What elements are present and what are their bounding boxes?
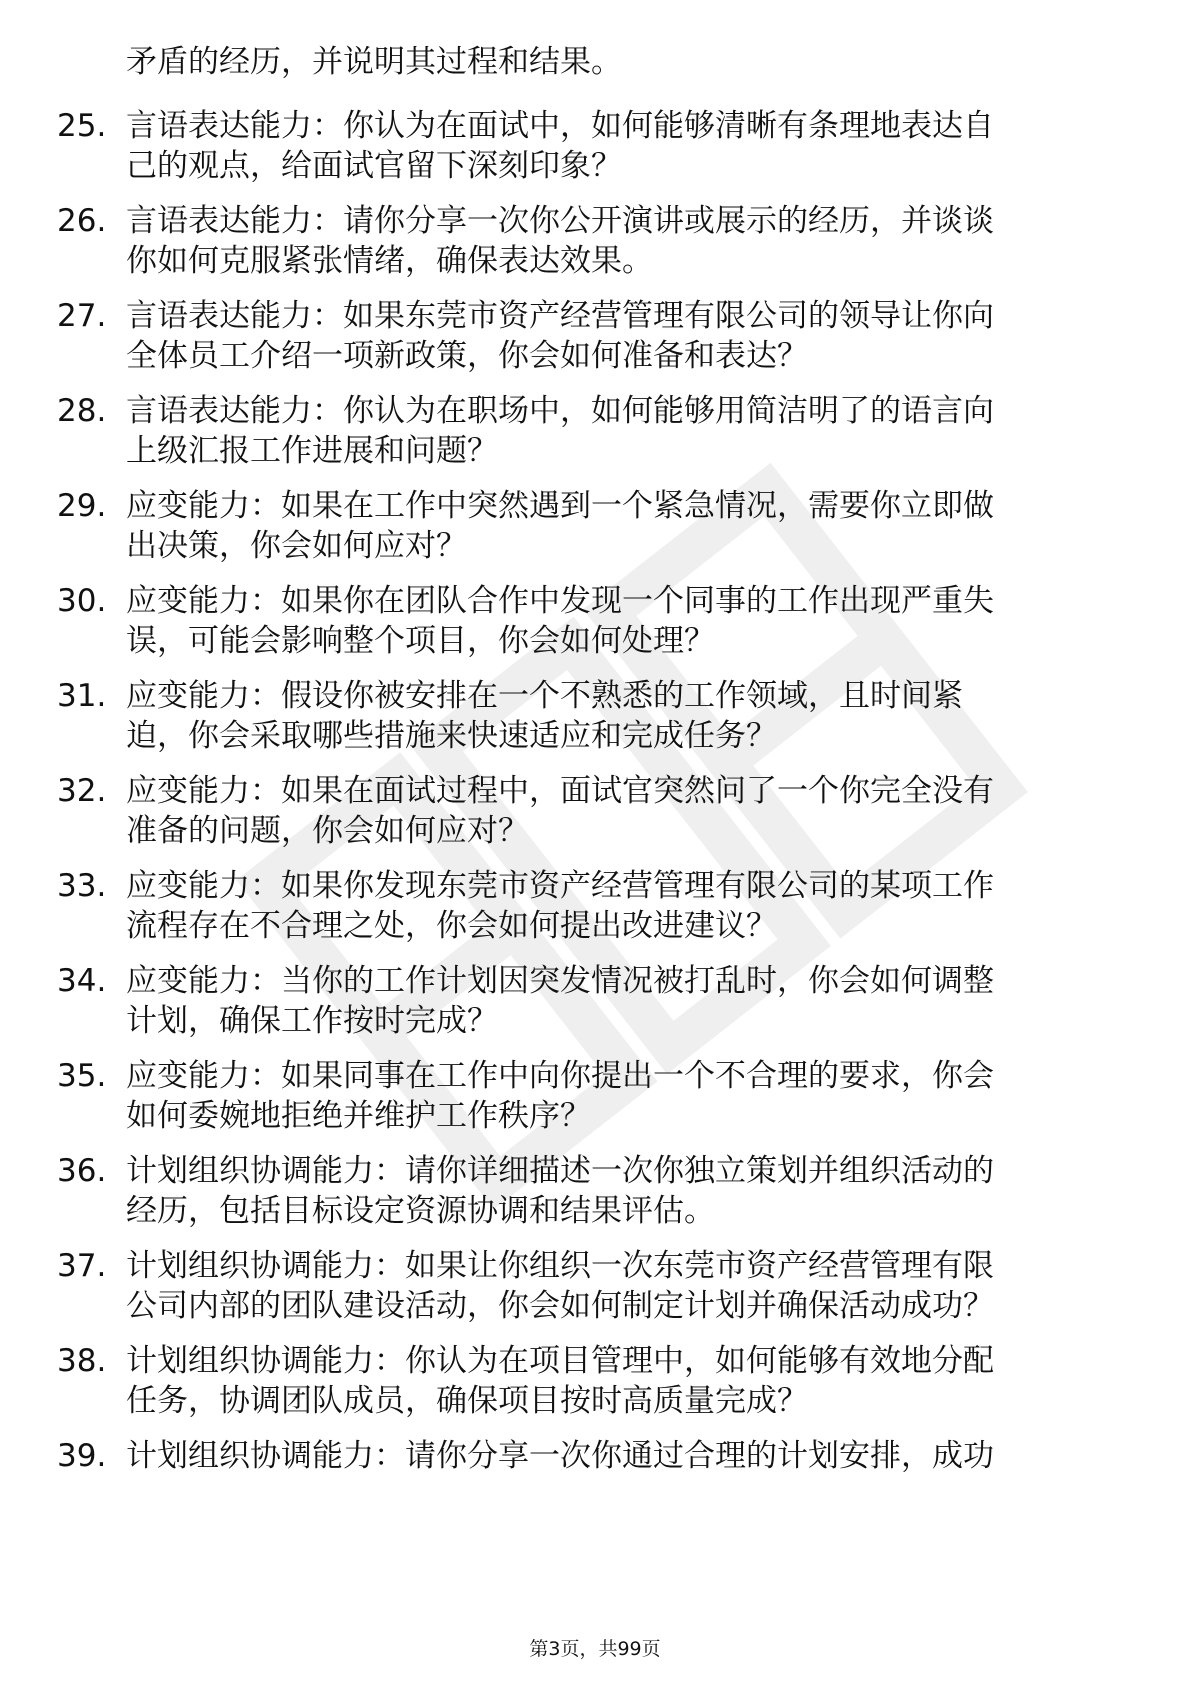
question-number: 26. xyxy=(57,203,107,239)
question-text: 误，可能会影响整个项目，你会如何处理？ xyxy=(126,623,715,659)
question-text: 应变能力：如果在工作中突然遇到一个紧急情况，需要你立即做 xyxy=(126,488,994,524)
question-text: 言语表达能力：你认为在职场中，如何能够用简洁明了的语言向 xyxy=(126,393,994,429)
question-number: 38. xyxy=(57,1343,107,1379)
question-number: 30. xyxy=(57,583,107,619)
question-text: 流程存在不合理之处，你会如何提出改进建议？ xyxy=(126,908,777,944)
question-text: 你如何克服紧张情绪，确保表达效果。 xyxy=(126,243,653,279)
question-text: 计划组织协调能力：如果让你组织一次东莞市资产经营管理有限 xyxy=(126,1248,994,1284)
question-text: 经历，包括目标设定资源协调和结果评估。 xyxy=(126,1193,715,1229)
question-number: 33. xyxy=(57,868,107,904)
question-number: 27. xyxy=(57,298,107,334)
question-text: 迫，你会采取哪些措施来快速适应和完成任务？ xyxy=(126,718,777,754)
page-footer: 第3页，共99页 xyxy=(529,1638,661,1660)
question-text: 应变能力：假设你被安排在一个不熟悉的工作领域，且时间紧 xyxy=(126,678,963,714)
question-number: 36. xyxy=(57,1153,107,1189)
question-text: 言语表达能力：请你分享一次你公开演讲或展示的经历，并谈谈 xyxy=(126,203,994,239)
question-number: 32. xyxy=(57,773,107,809)
question-number: 39. xyxy=(57,1438,107,1474)
continuation-text: 矛盾的经历，并说明其过程和结果。 xyxy=(126,44,622,80)
question-number: 25. xyxy=(57,108,107,144)
question-text: 任务，协调团队成员，确保项目按时高质量完成？ xyxy=(126,1383,808,1419)
question-text: 准备的问题，你会如何应对？ xyxy=(126,813,529,849)
question-text: 计划，确保工作按时完成？ xyxy=(126,1003,498,1039)
question-text: 应变能力：如果你在团队合作中发现一个同事的工作出现严重失 xyxy=(126,583,994,619)
question-text: 应变能力：当你的工作计划因突发情况被打乱时，你会如何调整 xyxy=(126,963,994,999)
question-text: 计划组织协调能力：请你分享一次你通过合理的计划安排，成功 xyxy=(126,1438,994,1474)
question-text: 言语表达能力：你认为在面试中，如何能够清晰有条理地表达自 xyxy=(126,108,994,144)
question-text: 全体员工介绍一项新政策，你会如何准备和表达？ xyxy=(126,338,808,374)
question-text: 上级汇报工作进展和问题？ xyxy=(126,433,498,469)
question-text: 应变能力：如果你发现东莞市资产经营管理有限公司的某项工作 xyxy=(126,868,994,904)
question-text: 己的观点，给面试官留下深刻印象？ xyxy=(126,148,622,184)
question-text: 如何委婉地拒绝并维护工作秩序？ xyxy=(126,1098,591,1134)
question-number: 35. xyxy=(57,1058,107,1094)
question-text: 应变能力：如果同事在工作中向你提出一个不合理的要求，你会 xyxy=(126,1058,994,1094)
question-number: 31. xyxy=(57,678,107,714)
question-text: 计划组织协调能力：请你详细描述一次你独立策划并组织活动的 xyxy=(126,1153,994,1189)
question-number: 34. xyxy=(57,963,107,999)
question-text: 言语表达能力：如果东莞市资产经营管理有限公司的领导让你向 xyxy=(126,298,994,334)
question-number: 28. xyxy=(57,393,107,429)
question-text: 公司内部的团队建设活动，你会如何制定计划并确保活动成功？ xyxy=(126,1288,994,1324)
question-text: 计划组织协调能力：你认为在项目管理中，如何能够有效地分配 xyxy=(126,1343,994,1379)
question-text: 应变能力：如果在面试过程中，面试官突然问了一个你完全没有 xyxy=(126,773,994,809)
question-text: 出决策，你会如何应对？ xyxy=(126,528,467,564)
question-number: 37. xyxy=(57,1248,107,1284)
question-number: 29. xyxy=(57,488,107,524)
